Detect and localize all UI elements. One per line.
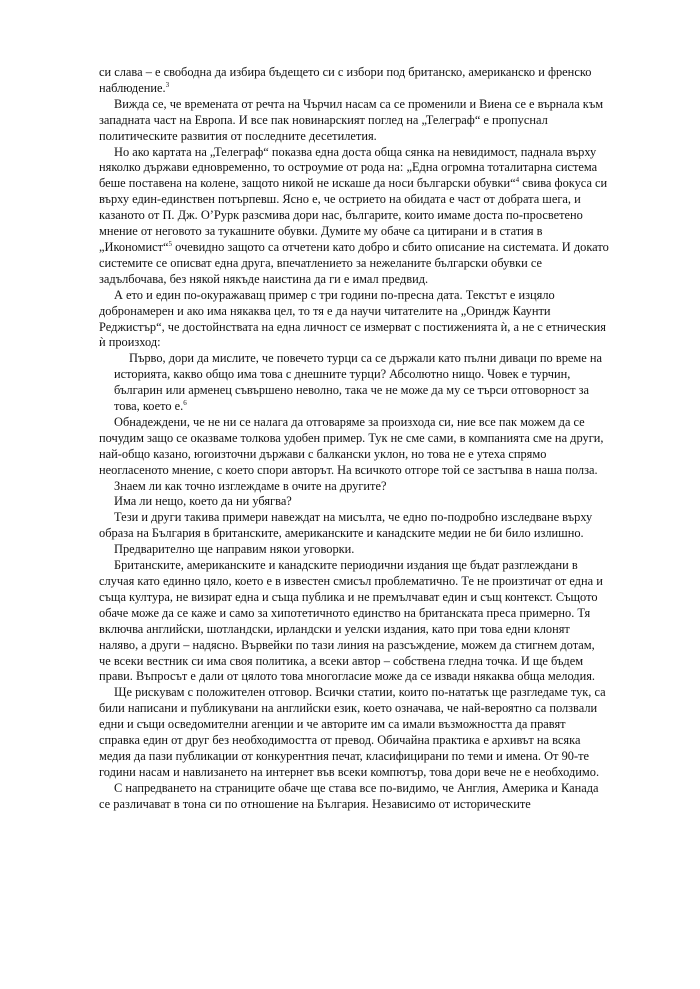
footnote-ref-4[interactable]: 4 bbox=[515, 176, 520, 185]
footnote-ref-3[interactable]: 3 bbox=[165, 80, 170, 89]
body-text bbox=[99, 65, 609, 813]
paragraph-9: Тези и други такива примери навеждат на мисълта, че едно по-подробно изследване върху образа на България в британските, американските и канадските медии не би било излишно. bbox=[99, 510, 593, 541]
footnote-ref-6[interactable]: 6 bbox=[183, 399, 187, 408]
paragraph-2: Виждa се, че времената от речта на Чърчил насам са се променили и Виена се е върнала към западната част на Европа. И все пак новинарският поглед на „Телеграф“ е пропуснал политическите развития от последните десетилетия. bbox=[99, 96, 604, 143]
paragraph-13: С напредването на страниците обаче ще става все по-видимо, че Англия, Америка и Канада се различават в тона си по отношение на България. Независимо от историческите bbox=[99, 780, 599, 811]
paragraph-1: си слава – е свободна да избира бъдещето си с избори под британско, американско и френско наблюдение.$^3$ bbox=[99, 65, 592, 95]
paragraph-12: Ще рискувам с положителен отговор. Всички статии, които по-нататък ще разгледаме тук, са били написани и публикувани на английски език, което означава, че най-вероятно са ползвали едни и същи осведомителни агенции и че авторите им са имали възможността да правят справка един от друг без необходимостта от превод. Обичайна практика е архивът на всяка медия да пази публикации от конкурентния печат, класифицирани по теми и имена. От 90-те години насам и навлизането на интернет във всеки компютър, това дори вече не е необходимо. bbox=[99, 685, 606, 779]
paragraph-11: Британските, американските и канадските периодични издания ще бъдат разглеждани в случая като единно цяло, което е в известен смисъл проблематично. Те не произтичат от една и съща култура, не визират една и съща публика и не премълчават един и същ контекст. Същото обаче може да се каже и само за хипотетичното единство на британската преса примерно. Тя включва английски, шотландски, ирландски и уелски издания, като при това едни клонят наляво, а други – надясно. Вървейки по тази линия на разсъждение, можем да стигнем дотам, че всеки вестник си има своя политика, а всеки автор – собствена гледна точка. И ще бъдем прави. Въпросът е дали от цялото това многогласие може да се извади някаква обща мелодия. bbox=[99, 558, 603, 684]
block-quote: Първо, дори да мислите, че повечето турци са се държали като пълни диваци по време на историята, какво общо има това с днешните турци? Абсолютно нищо. Човек е турчин, българин или арменец съвършено неволно, така че не може да му се търси отговорност за това, което е.$^6$ bbox=[114, 351, 602, 414]
paragraph-10: Предварително ще направим някои уговорки. bbox=[114, 542, 355, 557]
paragraph-8: Има ли нещо, което да ни убягва? bbox=[114, 494, 292, 509]
footnote-ref-5[interactable]: 5 bbox=[168, 239, 173, 248]
paragraph-7: Знаем ли как точно изглеждаме в очите на другите? bbox=[114, 478, 387, 493]
paragraph-3: Но ако картата на „Телеграф“ показва една доста обща сянка на невидимост, паднала върху няколко държави едновременно, то остроумие от рода на: „Една огромна тоталитарна система беше поставена на колене, защото никой не искаше да носи български обувки“$^4$ свива фокуса си върху един-единствен потърпевш. Ясно е, че острието на обидата е част от добрата шега, и казаното от П. Дж. О’Рурк разсмива дори нас, българите, които имаме доста по-просветено мнение от неговото за тукашните обувки. Думите му обаче са цитирани и в статия в „Икономист“$^5$ очевидно защото са отчетени като добро и сбито описание на системата. И докато системите се описват една друга, впечатлението за нежеланите български обувки се задълбочава, без някой някъде наистина да ги е имал предвид. bbox=[99, 144, 609, 286]
paragraph-6: Обнадеждени, че не ни се налага да отговаряме за произхода си, ние все пак можем да се почудим защо се оказваме толкова удобен пример. Тук не сме сами, в компанията сме на други, най-общо казано, югоизточни държави с балкански уклон, но това не е утеха спрямо неогласеното мнение, с което спори авторът. На всичкото отгоре той се застъпва в наша полза. bbox=[99, 414, 604, 477]
paragraph-4: А ето и един по-окуражаващ пример с три години по-пресна дата. Текстът е изцяло добронамерен и ако има някаква цел, то тя е да научи читателите на „Ориндж Каунти Реджистър“, че достойнствата на една личност се измерват с постиженията ѝ, а не с етническия ѝ произход: bbox=[99, 287, 606, 350]
